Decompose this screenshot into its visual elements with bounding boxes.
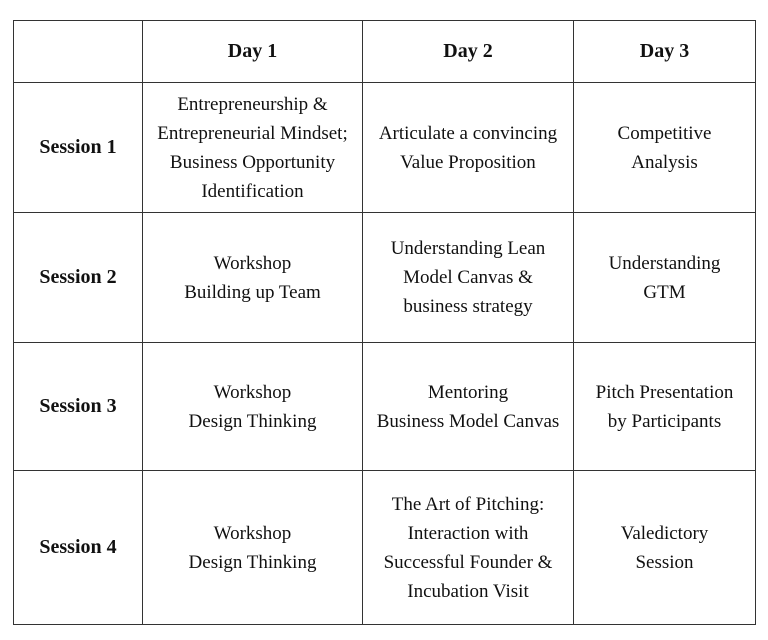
cell-line: Session <box>635 551 694 573</box>
cell-line: Incubation Visit <box>407 580 529 602</box>
row-header-session-1: Session 1 <box>14 83 143 213</box>
table-header-row <box>14 21 756 83</box>
corner-cell <box>14 21 143 83</box>
cell-line: Workshop <box>213 522 292 544</box>
cell-line: Analysis <box>631 151 698 173</box>
table-row <box>14 213 756 343</box>
cell-session-4-day-2 <box>363 471 574 625</box>
cell-line: Business Model Canvas <box>376 410 560 432</box>
cell-session-4-day-1 <box>143 471 363 625</box>
cell-line: GTM <box>643 281 686 303</box>
cell-line: Entrepreneurship & <box>177 93 328 115</box>
table-row <box>14 471 756 625</box>
cell-line: Interaction with <box>407 522 529 544</box>
cell-session-3-day-1 <box>143 343 363 471</box>
cell-line: Articulate a convincing <box>378 122 558 144</box>
cell-line: The Art of Pitching: <box>391 493 545 515</box>
cell-session-1-day-2 <box>363 83 574 213</box>
cell-session-1-day-3 <box>574 83 756 213</box>
row-header-session-2: Session 2 <box>14 213 143 343</box>
cell-line: Model Canvas & <box>403 267 533 288</box>
cell-line: Workshop <box>213 252 292 274</box>
column-header-day-2: Day 2 <box>363 21 574 83</box>
cell-line: business strategy <box>403 296 533 317</box>
cell-line: Pitch Presentation <box>595 381 734 403</box>
cell-session-2-day-1 <box>143 213 363 343</box>
table-row <box>14 83 756 213</box>
cell-line: Design Thinking <box>188 410 317 432</box>
cell-line: Successful Founder & <box>383 551 553 573</box>
cell-line: by Participants <box>607 410 722 432</box>
column-header-day-3: Day 3 <box>574 21 756 83</box>
cell-session-4-day-3 <box>574 471 756 625</box>
cell-line: Entrepreneurial Mindset; <box>157 122 348 144</box>
cell-line: Understanding <box>608 252 721 274</box>
cell-line: Building up Team <box>184 281 321 303</box>
cell-line: Workshop <box>213 381 292 403</box>
cell-line: Understanding Lean <box>390 238 546 259</box>
cell-session-2-day-3 <box>574 213 756 343</box>
cell-line: Identification <box>201 180 304 202</box>
cell-line: Business Opportunity <box>169 151 336 173</box>
table-row <box>14 343 756 471</box>
cell-line: Valedictory <box>620 522 709 544</box>
row-header-session-4: Session 4 <box>14 471 143 625</box>
cell-session-3-day-2 <box>363 343 574 471</box>
column-header-day-1: Day 1 <box>143 21 363 83</box>
cell-line: Competitive <box>617 122 712 144</box>
cell-session-1-day-1 <box>143 83 363 213</box>
cell-session-3-day-3 <box>574 343 756 471</box>
row-header-session-3: Session 3 <box>14 343 143 471</box>
cell-line: Value Proposition <box>400 151 536 173</box>
schedule-table <box>13 20 756 625</box>
cell-line: Design Thinking <box>188 551 317 573</box>
cell-line: Mentoring <box>427 381 509 403</box>
cell-session-2-day-2 <box>363 213 574 343</box>
